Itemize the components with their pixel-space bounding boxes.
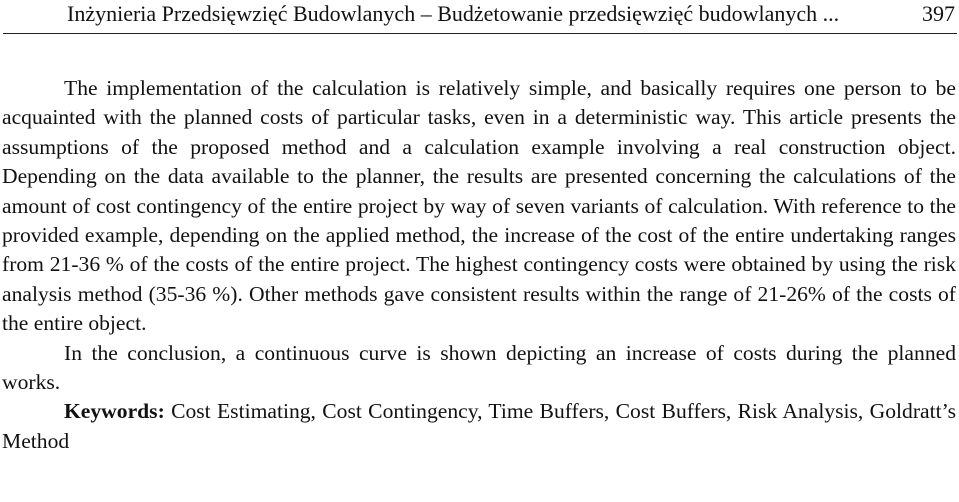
keywords-paragraph xyxy=(2,397,956,456)
abstract-paragraph-2: In the conclusion, a continuous curve is shown depicting an increase of costs during the planned works. xyxy=(2,340,956,395)
abstract-body xyxy=(2,74,956,456)
page-number: 397 xyxy=(922,1,955,26)
abstract-paragraph-1: The implementation of the calculation is relatively simple, and basically requires one person to be acquainted with the planned costs of particular tasks, even in a deterministic way. This article presents the assumptions of the proposed method and a calculation example involving a real construction object. Depending on the data available to the planner, the results are presented concerning the calculations of the amount of cost contingency of the entire project by way of seven variants of calculation. With reference to the provided example, depending on the applied method, the increase of the cost of the entire undertaking ranges from 21-36 % of the costs of the entire project. The highest contingency costs were obtained by using the risk analysis method (35-36 %). Other methods gave consistent results within the range of 21-26% of the costs of the entire object. xyxy=(2,76,956,336)
keywords-label: Keywords: xyxy=(64,399,165,424)
keywords-text: Cost Estimating, Cost Contingency, Time Buffers, Cost Buffers, Risk Analysis, Goldratt’s Method xyxy=(2,399,956,453)
running-title: Inżynieria Przedsięwzięć Budowlanych – Budżetowanie przedsięwzięć budowlanych ... xyxy=(67,1,840,26)
running-header xyxy=(3,0,957,34)
